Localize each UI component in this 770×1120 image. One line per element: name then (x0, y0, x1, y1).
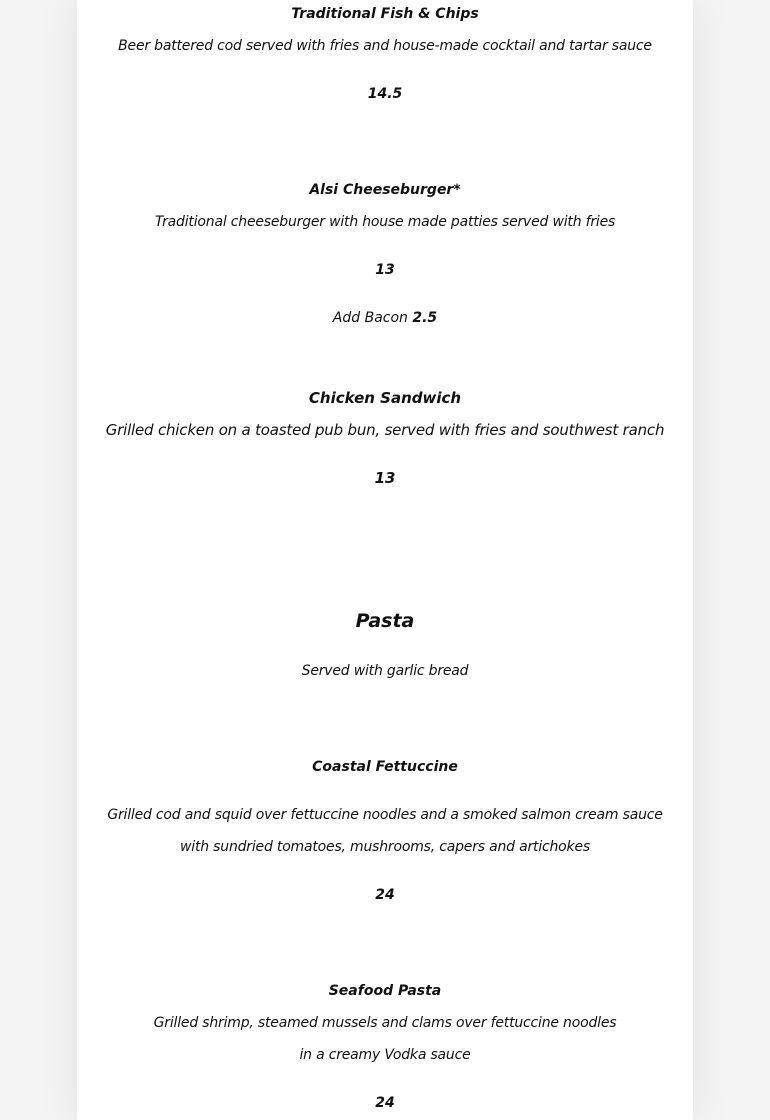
item-name-seafood-pasta: Seafood Pasta (328, 983, 442, 999)
addon-bacon-label: Add Bacon (332, 310, 408, 326)
item-name-chicken-sandwich: Chicken Sandwich (308, 389, 462, 407)
item-name-fish-chips: Traditional Fish & Chips (291, 6, 479, 22)
item-price-coastal-fettuccine: 24 (375, 887, 395, 903)
item-description-coastal-fettuccine-line1: Grilled cod and squid over fettuccine noodles and a smoked salmon cream sauce (107, 807, 663, 823)
item-price-cheeseburger: 13 (375, 262, 395, 278)
item-name-cheeseburger: Alsi Cheeseburger* (309, 182, 461, 198)
addon-bacon (77, 310, 693, 326)
item-name-coastal-fettuccine: Coastal Fettuccine (312, 759, 458, 775)
item-description-chicken-sandwich: Grilled chicken on a toasted pub bun, served with fries and southwest ranch (105, 421, 665, 439)
menu-page (77, 0, 693, 1120)
item-price-fish-chips: 14.5 (367, 86, 403, 102)
item-description-fish-chips: Beer battered cod served with fries and house-made cocktail and tartar sauce (118, 38, 652, 54)
item-description-seafood-pasta-line2: in a creamy Vodka sauce (299, 1047, 471, 1063)
section-subtitle-pasta: Served with garlic bread (301, 663, 469, 679)
section-title-pasta: Pasta (355, 610, 415, 632)
item-price-seafood-pasta: 24 (375, 1095, 395, 1111)
addon-bacon-price: 2.5 (412, 310, 438, 326)
item-description-coastal-fettuccine-line2: with sundried tomatoes, mushrooms, capers and artichokes (180, 839, 590, 855)
item-description-seafood-pasta-line1: Grilled shrimp, steamed mussels and clams over fettuccine noodles (153, 1015, 617, 1031)
item-price-chicken-sandwich: 13 (374, 469, 396, 487)
item-description-cheeseburger: Traditional cheeseburger with house made patties served with fries (154, 214, 616, 230)
